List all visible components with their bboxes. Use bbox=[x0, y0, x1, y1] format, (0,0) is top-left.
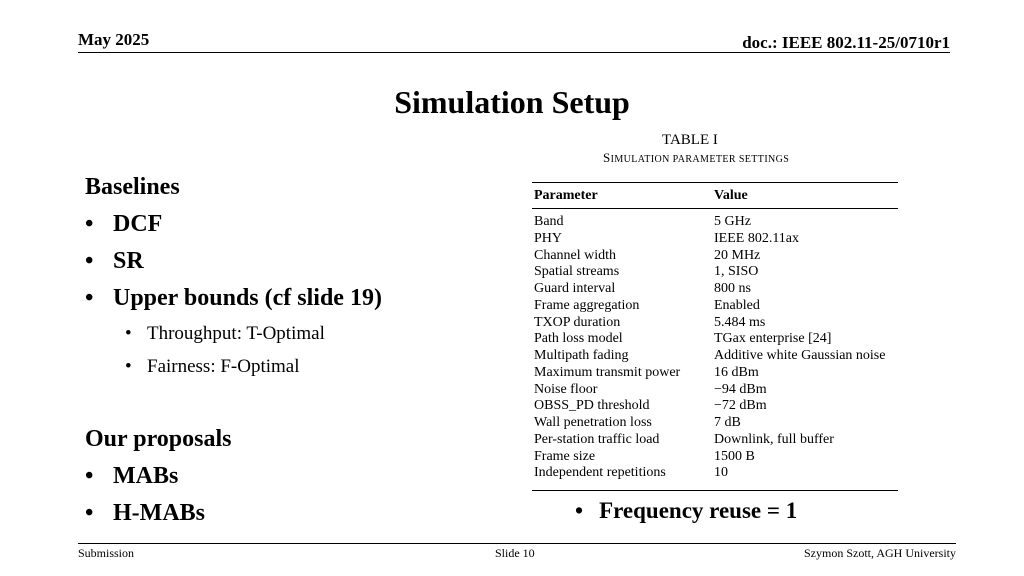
table-row bbox=[532, 281, 898, 298]
frequency-reuse-note bbox=[575, 498, 797, 524]
table-row bbox=[532, 331, 898, 348]
bullet-glyph: • bbox=[85, 500, 94, 526]
sub-item-label: Throughput: T-Optimal bbox=[147, 323, 325, 344]
baseline-item bbox=[85, 246, 485, 283]
header-parameter: Parameter bbox=[534, 188, 598, 203]
param-name: Maximum transmit power bbox=[534, 364, 681, 380]
table-row bbox=[532, 231, 898, 248]
bullet-glyph: • bbox=[85, 285, 94, 311]
param-value: 16 dBm bbox=[714, 364, 759, 380]
baseline-item-label: Upper bounds (cf slide 19) bbox=[113, 285, 382, 311]
param-value: 10 bbox=[714, 465, 728, 481]
param-value: −72 dBm bbox=[714, 398, 767, 414]
param-value: Downlink, full buffer bbox=[714, 431, 834, 447]
table-row bbox=[532, 382, 898, 399]
param-value: Additive white Gaussian noise bbox=[714, 348, 886, 363]
proposals-heading: Our proposals bbox=[85, 426, 232, 452]
baseline-item bbox=[85, 209, 485, 246]
bullet-glyph: • bbox=[85, 248, 94, 274]
left-column bbox=[85, 172, 485, 535]
table-row bbox=[532, 398, 898, 415]
table-row bbox=[532, 315, 898, 332]
slide-title: Simulation Setup bbox=[394, 84, 630, 120]
table-caption-number: TABLE I bbox=[662, 132, 718, 148]
footer-divider bbox=[78, 543, 956, 544]
param-value: IEEE 802.11ax bbox=[714, 230, 800, 246]
param-name: Path loss model bbox=[534, 331, 623, 347]
baseline-item-label: DCF bbox=[113, 211, 163, 237]
param-name: TXOP duration bbox=[534, 314, 621, 330]
sub-item-label: Fairness: F-Optimal bbox=[147, 356, 300, 377]
param-name: PHY bbox=[534, 230, 563, 246]
param-name: Guard interval bbox=[534, 281, 616, 296]
param-value: 5.484 ms bbox=[714, 314, 766, 330]
table-row bbox=[532, 415, 898, 432]
proposal-item-label: MABs bbox=[113, 463, 179, 489]
param-value: 800 ns bbox=[714, 281, 751, 296]
footer-slide-number: Slide 10 bbox=[495, 546, 535, 560]
proposal-item bbox=[85, 461, 485, 498]
header-value: Value bbox=[714, 188, 748, 203]
param-value: 1500 B bbox=[714, 448, 755, 464]
param-value: Enabled bbox=[714, 297, 760, 313]
param-name: Noise floor bbox=[534, 381, 598, 397]
param-value: 5 GHz bbox=[714, 214, 751, 229]
sub-item bbox=[85, 355, 485, 386]
table-row bbox=[532, 264, 898, 281]
bullet-glyph: • bbox=[85, 463, 94, 489]
baseline-item-label: SR bbox=[113, 248, 144, 274]
table-row bbox=[532, 365, 898, 382]
bullet-glyph: • bbox=[85, 211, 94, 237]
header-divider bbox=[78, 52, 950, 53]
bullet-glyph: • bbox=[125, 323, 132, 344]
proposal-item-label: H-MABs bbox=[113, 500, 205, 526]
bullet-glyph: • bbox=[575, 498, 584, 523]
proposal-item bbox=[85, 498, 485, 535]
param-name: Frame size bbox=[534, 448, 596, 464]
param-name: Multipath fading bbox=[534, 348, 629, 363]
table-body bbox=[532, 209, 898, 490]
param-value: TGax enterprise [24] bbox=[714, 331, 832, 347]
param-name: Frame aggregation bbox=[534, 297, 640, 313]
header-doc-id: doc.: IEEE 802.11-25/0710r1 bbox=[742, 33, 950, 52]
param-name: Wall penetration loss bbox=[534, 415, 652, 430]
bullet-glyph: • bbox=[125, 356, 132, 377]
param-name: Channel width bbox=[534, 247, 617, 263]
table-row bbox=[532, 298, 898, 315]
header-date: May 2025 bbox=[78, 30, 150, 49]
table-header-row bbox=[532, 184, 898, 208]
sub-item bbox=[85, 322, 485, 353]
param-name: Band bbox=[534, 214, 564, 229]
caption-initial: S bbox=[603, 150, 611, 165]
param-value: 20 MHz bbox=[714, 247, 761, 263]
param-value: 1, SISO bbox=[714, 264, 759, 280]
table-row bbox=[532, 465, 898, 482]
param-name: Spatial streams bbox=[534, 264, 620, 280]
parameter-table bbox=[532, 182, 898, 491]
param-name: OBSS_PD threshold bbox=[534, 398, 650, 414]
baseline-item bbox=[85, 283, 485, 320]
table-row bbox=[532, 432, 898, 449]
param-name: Per-station traffic load bbox=[534, 431, 660, 447]
caption-rest: IMULATION PARAMETER SETTINGS bbox=[610, 154, 790, 165]
param-name: Independent repetitions bbox=[534, 465, 666, 481]
param-value: −94 dBm bbox=[714, 381, 767, 397]
frequency-reuse-label: Frequency reuse = 1 bbox=[599, 498, 798, 523]
footer-author: Szymon Szott, AGH University bbox=[804, 546, 956, 560]
footer-submission: Submission bbox=[78, 546, 135, 560]
table-row bbox=[532, 248, 898, 265]
table-row bbox=[532, 214, 898, 231]
table-row bbox=[532, 348, 898, 365]
param-value: 7 dB bbox=[714, 415, 741, 430]
table-row bbox=[532, 449, 898, 466]
table-caption-title bbox=[603, 150, 789, 166]
baselines-heading: Baselines bbox=[85, 174, 180, 200]
